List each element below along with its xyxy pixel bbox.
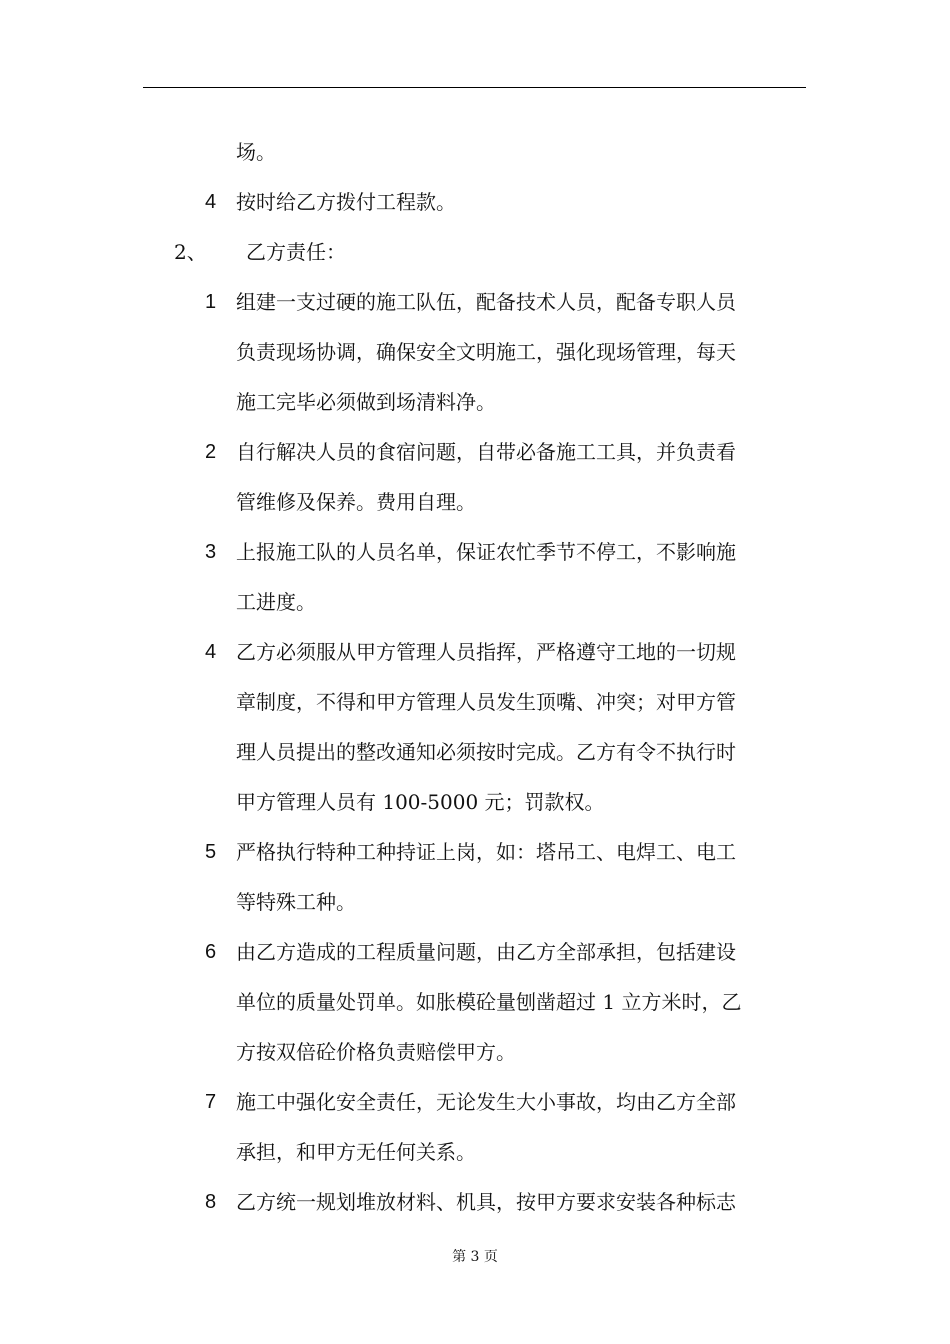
item-line: 施工中强化安全责任，无论发生大小事故，均由乙方全部 [236,1090,736,1114]
item-line: 章制度，不得和甲方管理人员发生顶嘴、冲突；对甲方管 [236,690,736,714]
item-line: 方按双倍砼价格负责赔偿甲方。 [236,1040,516,1064]
item-line: 严格执行特种工种持证上岗，如：塔吊工、电焊工、电工 [236,840,736,864]
item-line: 乙方统一规划堆放材料、机具，按甲方要求安装各种标志 [236,1190,736,1214]
prev-item-text: 按时给乙方拨付工程款。 [236,190,456,214]
item-line: 施工完毕必须做到场清料净。 [236,390,496,414]
item-line: 等特殊工种。 [236,890,356,914]
section-number: 2、 [174,240,207,264]
item-number: 7 [205,1091,217,1113]
item-line: 上报施工队的人员名单，保证农忙季节不停工，不影响施 [236,540,736,564]
page-footer: 第 3 页 [452,1249,498,1265]
item-line: 承担，和甲方无任何关系。 [236,1140,476,1164]
section-title: 乙方责任： [246,240,346,264]
item-line: 负责现场协调，确保安全文明施工，强化现场管理，每天 [236,340,736,364]
item-line: 由乙方造成的工程质量问题，由乙方全部承担，包括建设 [236,940,736,964]
item-number: 6 [205,941,217,963]
item-line: 单位的质量处罚单。如胀模砼量刨凿超过 1 立方米时，乙 [236,990,742,1014]
header-rule [143,87,806,88]
item-line: 组建一支过硬的施工队伍，配备技术人员，配备专职人员 [236,290,736,314]
item-line: 理人员提出的整改通知必须按时完成。乙方有令不执行时 [236,740,736,764]
item-number: 4 [205,641,217,663]
item-line: 管维修及保养。费用自理。 [236,490,476,514]
item-number: 8 [205,1191,217,1213]
continued-line: 场。 [236,140,276,164]
item-number: 2 [205,441,217,463]
item-line: 工进度。 [236,590,316,614]
prev-item-number: 4 [205,191,217,213]
item-number: 1 [205,291,217,313]
item-line: 自行解决人员的食宿问题，自带必备施工工具，并负责看 [236,440,736,464]
item-number: 5 [205,841,217,863]
item-number: 3 [205,541,217,563]
item-line: 甲方管理人员有 100-5000 元；罚款权。 [236,790,605,814]
item-line: 乙方必须服从甲方管理人员指挥，严格遵守工地的一切规 [236,640,736,664]
